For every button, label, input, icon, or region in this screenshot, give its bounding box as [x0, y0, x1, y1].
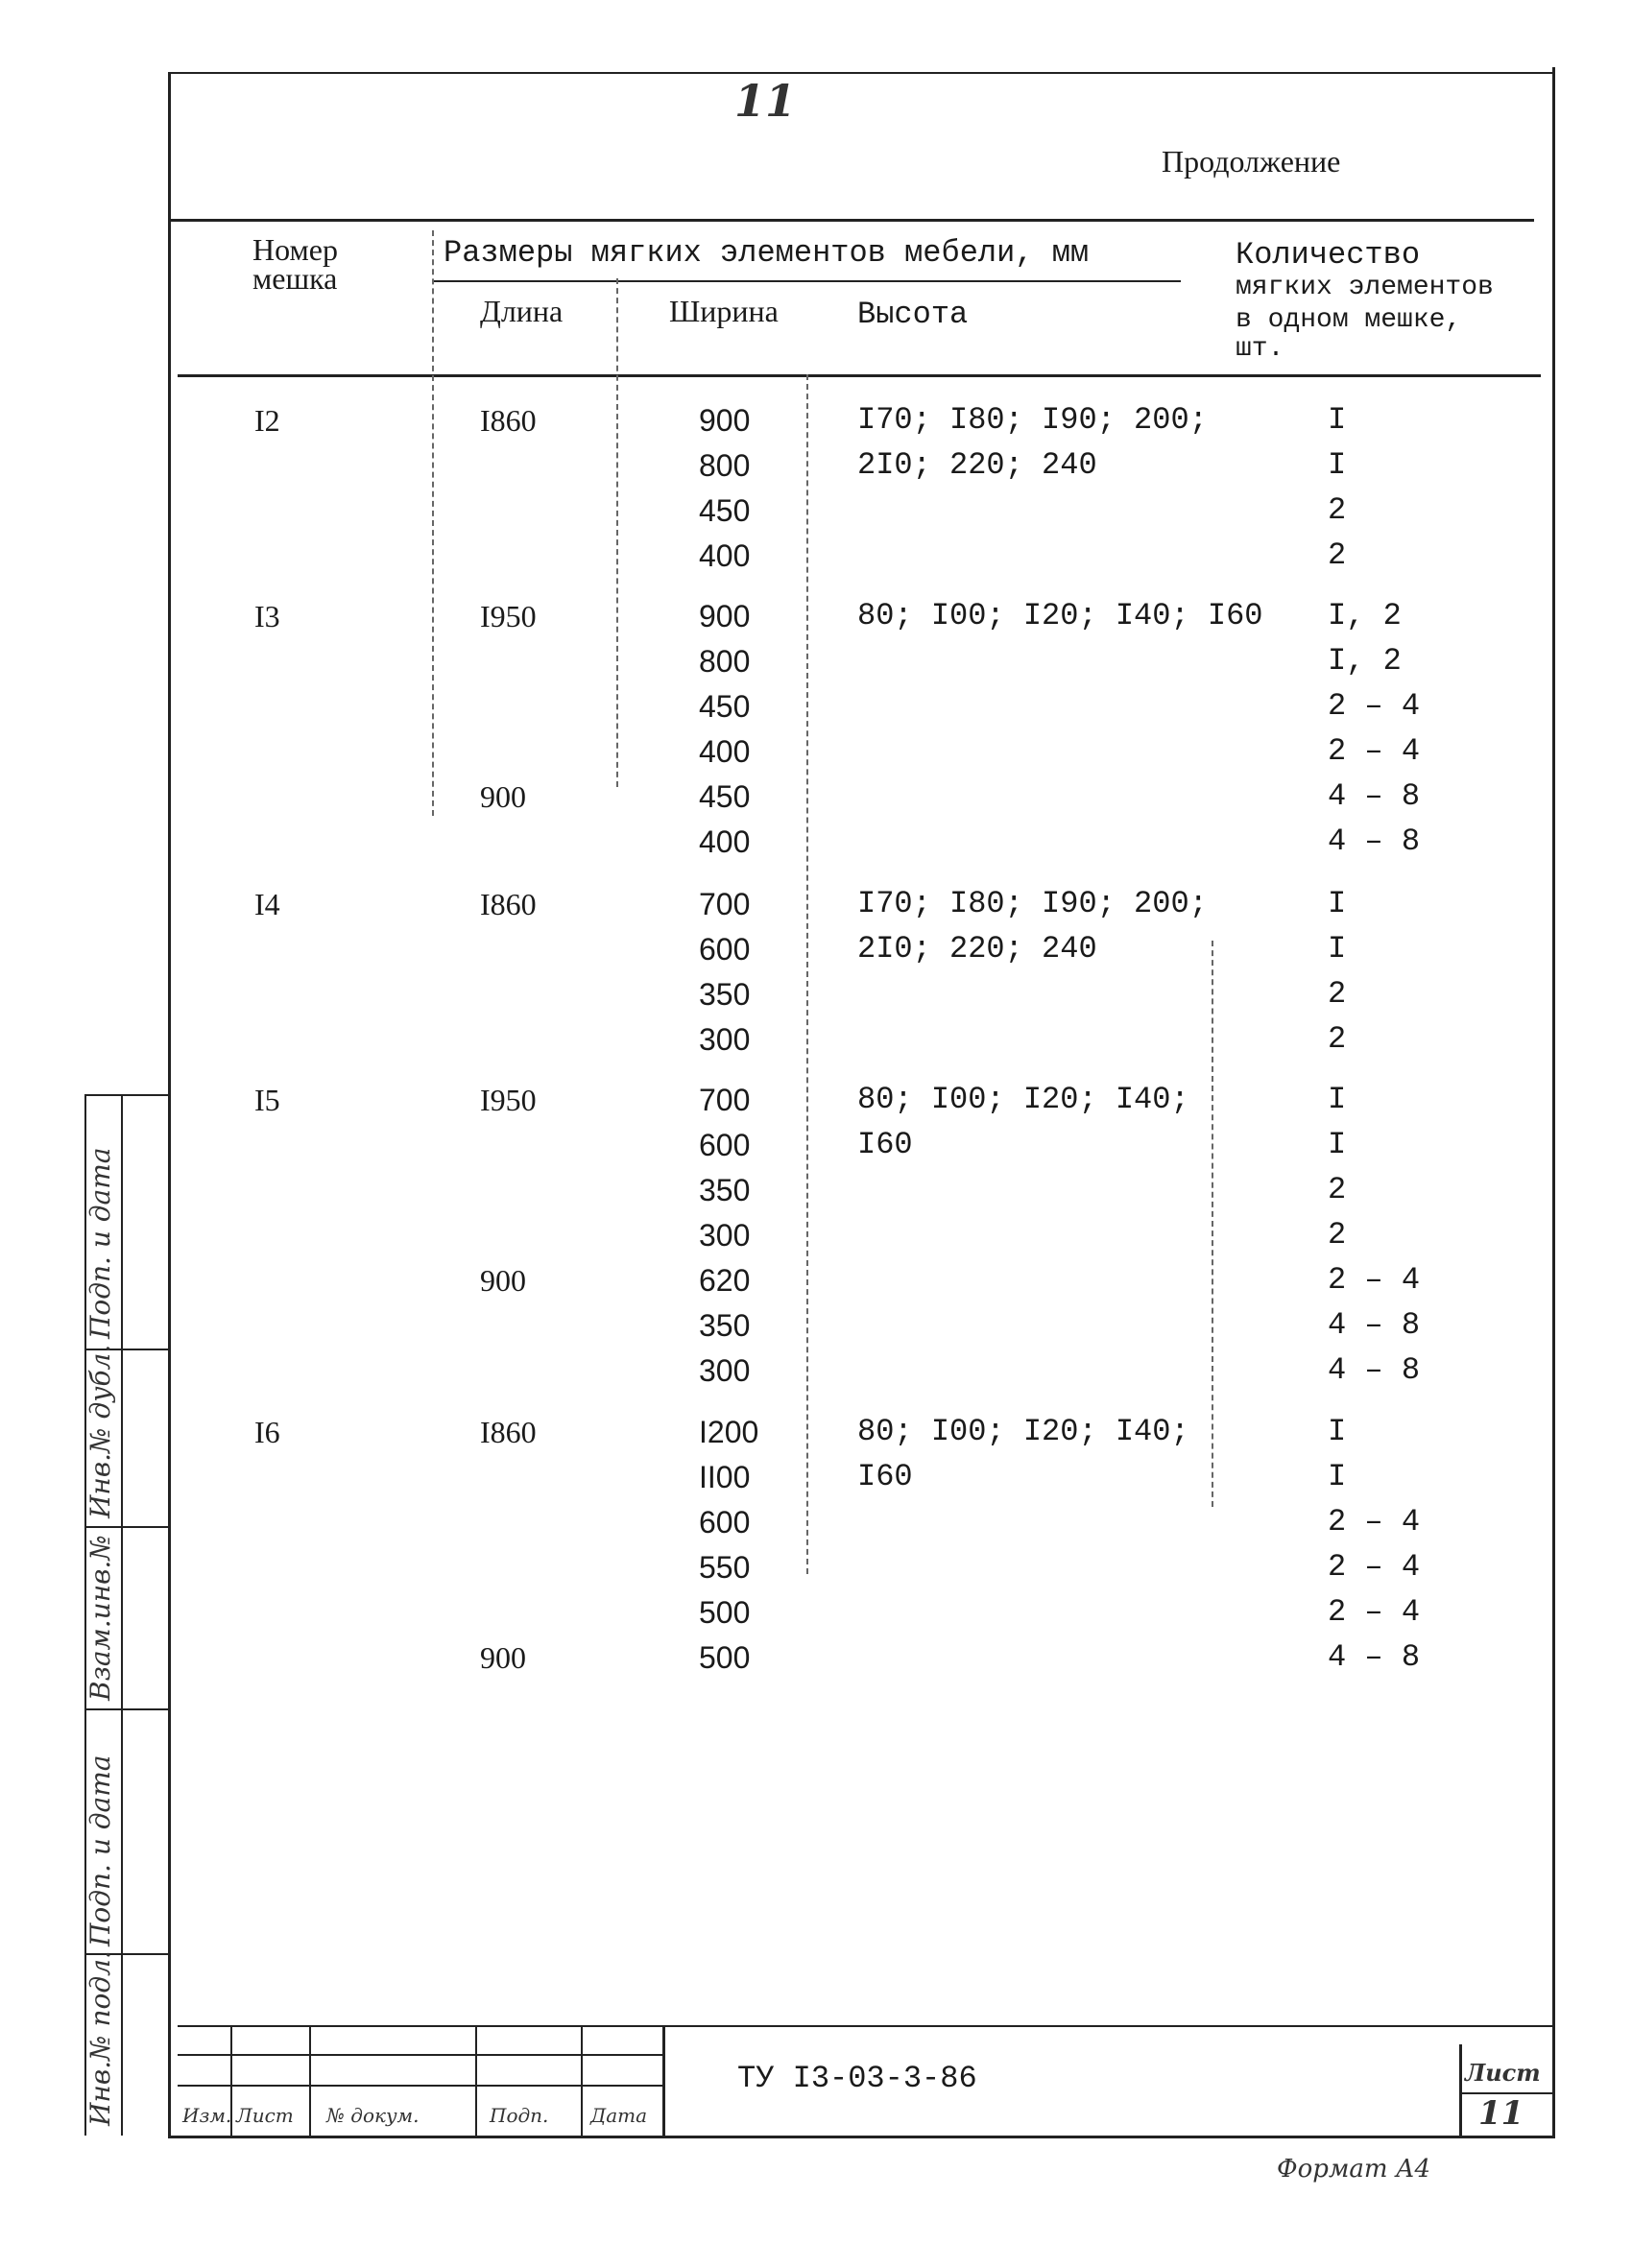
cell-bag-number: I6 — [254, 1415, 280, 1449]
frame-right — [1552, 67, 1555, 2136]
cell-width: 400 — [699, 538, 751, 573]
header-quantity-1: Количество — [1236, 237, 1421, 273]
column-separator-1 — [432, 230, 434, 816]
cell-width: 450 — [699, 779, 751, 814]
cell-width: 600 — [699, 932, 751, 967]
header-quantity-2: мягких элементов — [1236, 273, 1494, 302]
header-quantity-4: шт. — [1236, 334, 1284, 364]
column-separator-3 — [806, 374, 808, 1574]
cell-quantity: I — [1328, 447, 1347, 483]
stamp-row-rule-2 — [178, 2085, 662, 2087]
cell-height: 2I0; 220; 240 — [857, 931, 1097, 967]
cell-length: I950 — [480, 1083, 537, 1117]
stamp-col-4 — [581, 2025, 583, 2136]
stamp-col-label-document: № докум. — [326, 2104, 420, 2127]
sheet-label: Лист — [1465, 2059, 1541, 2087]
cell-width: 350 — [699, 977, 751, 1012]
cell-width: 300 — [699, 1022, 751, 1057]
cell-width: 450 — [699, 689, 751, 724]
side-label-inv-dup: Инв.№ дубл. — [84, 1344, 116, 1518]
cell-height: I60 — [857, 1127, 913, 1162]
frame-left — [168, 72, 171, 2136]
stamp-col-label-sheet: Лист — [236, 2104, 294, 2127]
cell-width: 350 — [699, 1308, 751, 1343]
side-strip-div-2 — [84, 1526, 171, 1528]
stamp-col-label-change: Изм. — [182, 2104, 232, 2127]
cell-quantity: 2 — [1328, 1172, 1347, 1207]
cell-quantity: I — [1328, 402, 1347, 438]
cell-width: 500 — [699, 1595, 751, 1630]
side-label-replace-inv: Взам.инв.№ — [84, 1535, 116, 1701]
header-length: Длина — [480, 294, 564, 328]
cell-height: 2I0; 220; 240 — [857, 447, 1097, 483]
stamp-row-rule-1 — [178, 2054, 662, 2056]
cell-width: 550 — [699, 1550, 751, 1585]
cell-width: I200 — [699, 1415, 759, 1449]
page-number-handwritten: 11 — [734, 75, 797, 127]
cell-length: I860 — [480, 403, 537, 438]
frame-bottom — [168, 2136, 1555, 2138]
frame-top — [168, 72, 1555, 74]
cell-width: 600 — [699, 1505, 751, 1540]
cell-bag-number: I3 — [254, 599, 280, 633]
cell-width: 900 — [699, 403, 751, 438]
cell-quantity: 2 — [1328, 976, 1347, 1012]
cell-width: 300 — [699, 1218, 751, 1253]
header-bag-number-1: Номер — [252, 232, 338, 267]
column-separator-4 — [1212, 941, 1213, 1507]
cell-bag-number: I4 — [254, 887, 280, 921]
cell-width: 350 — [699, 1173, 751, 1207]
cell-quantity: I — [1328, 1127, 1347, 1162]
cell-quantity: 2 — [1328, 537, 1347, 573]
header-width: Ширина — [669, 294, 779, 328]
cell-width: II00 — [699, 1460, 751, 1494]
cell-quantity: I — [1328, 1459, 1347, 1494]
stamp-col-label-date: Дата — [590, 2104, 648, 2127]
cell-quantity: 4 – 8 — [1328, 824, 1421, 859]
cell-height: 80; I00; I20; I40; I60 — [857, 598, 1263, 633]
cell-quantity: 4 – 8 — [1328, 1352, 1421, 1388]
continuation-label: Продолжение — [1162, 144, 1341, 179]
cell-quantity: 2 – 4 — [1328, 1594, 1421, 1630]
cell-width: 400 — [699, 824, 751, 859]
side-label-inv-orig: Инв.№ подл. — [84, 1950, 116, 2126]
cell-quantity: 4 – 8 — [1328, 778, 1421, 814]
cell-quantity: 2 – 4 — [1328, 733, 1421, 769]
cell-length: 900 — [480, 779, 526, 814]
cell-width: 900 — [699, 599, 751, 633]
cell-quantity: 2 — [1328, 1021, 1347, 1057]
stamp-top-rule — [178, 2025, 1555, 2027]
cell-length: 900 — [480, 1640, 526, 1675]
cell-quantity: I — [1328, 886, 1347, 921]
cell-width: 700 — [699, 887, 751, 921]
cell-height: I70; I80; I90; 200; — [857, 886, 1208, 921]
header-dimensions-rule — [432, 280, 1181, 282]
cell-height: 80; I00; I20; I40; — [857, 1082, 1189, 1117]
cell-width: 500 — [699, 1640, 751, 1675]
cell-width: 800 — [699, 644, 751, 679]
cell-quantity: I — [1328, 1082, 1347, 1117]
document-code: ТУ I3-03-3-86 — [737, 2061, 977, 2096]
cell-width: 450 — [699, 493, 751, 528]
side-strip-top — [84, 1094, 171, 1096]
header-top-rule — [171, 219, 1534, 222]
side-label-sign-date-1: Подп. и дата — [84, 1147, 116, 1339]
cell-quantity: I, 2 — [1328, 643, 1402, 679]
format-note: Формат А4 — [1277, 2155, 1431, 2184]
cell-bag-number: I2 — [254, 403, 280, 438]
side-strip-inner — [121, 1094, 123, 2136]
stamp-col-label-signature: Подп. — [490, 2104, 549, 2127]
cell-width: 620 — [699, 1263, 751, 1298]
cell-quantity: I, 2 — [1328, 598, 1402, 633]
cell-quantity: 4 – 8 — [1328, 1639, 1421, 1675]
cell-width: 700 — [699, 1083, 751, 1117]
cell-quantity: 2 — [1328, 492, 1347, 528]
stamp-sheet-col — [1459, 2044, 1462, 2136]
header-bottom-rule — [178, 374, 1541, 377]
cell-quantity: I — [1328, 931, 1347, 967]
cell-quantity: I — [1328, 1414, 1347, 1449]
header-height: Высота — [857, 297, 969, 332]
cell-length: I860 — [480, 887, 537, 921]
cell-quantity: 2 – 4 — [1328, 1549, 1421, 1585]
sheet-number: 11 — [1478, 2094, 1524, 2133]
header-bag-number-2: мешка — [252, 261, 338, 296]
cell-bag-number: I5 — [254, 1083, 280, 1117]
stamp-col-5 — [662, 2025, 665, 2136]
cell-length: I950 — [480, 599, 537, 633]
cell-height: I60 — [857, 1459, 913, 1494]
stamp-col-2 — [309, 2025, 311, 2136]
cell-width: 300 — [699, 1353, 751, 1388]
cell-height: I70; I80; I90; 200; — [857, 402, 1208, 438]
cell-width: 600 — [699, 1128, 751, 1162]
side-label-sign-date-2: Подп. и дата — [84, 1755, 116, 1946]
cell-width: 800 — [699, 448, 751, 483]
cell-quantity: 2 – 4 — [1328, 688, 1421, 724]
header-quantity-3: в одном мешке, — [1236, 305, 1462, 335]
header-dimensions: Размеры мягких элементов мебели, мм — [444, 235, 1090, 271]
cell-length: I860 — [480, 1415, 537, 1449]
cell-quantity: 2 – 4 — [1328, 1262, 1421, 1298]
cell-quantity: 2 – 4 — [1328, 1504, 1421, 1540]
cell-quantity: 4 – 8 — [1328, 1307, 1421, 1343]
column-separator-2 — [616, 278, 618, 787]
side-strip-div-3 — [84, 1708, 171, 1710]
cell-length: 900 — [480, 1263, 526, 1298]
cell-height: 80; I00; I20; I40; — [857, 1414, 1189, 1449]
stamp-col-3 — [475, 2025, 477, 2136]
cell-quantity: 2 — [1328, 1217, 1347, 1253]
cell-width: 400 — [699, 734, 751, 769]
